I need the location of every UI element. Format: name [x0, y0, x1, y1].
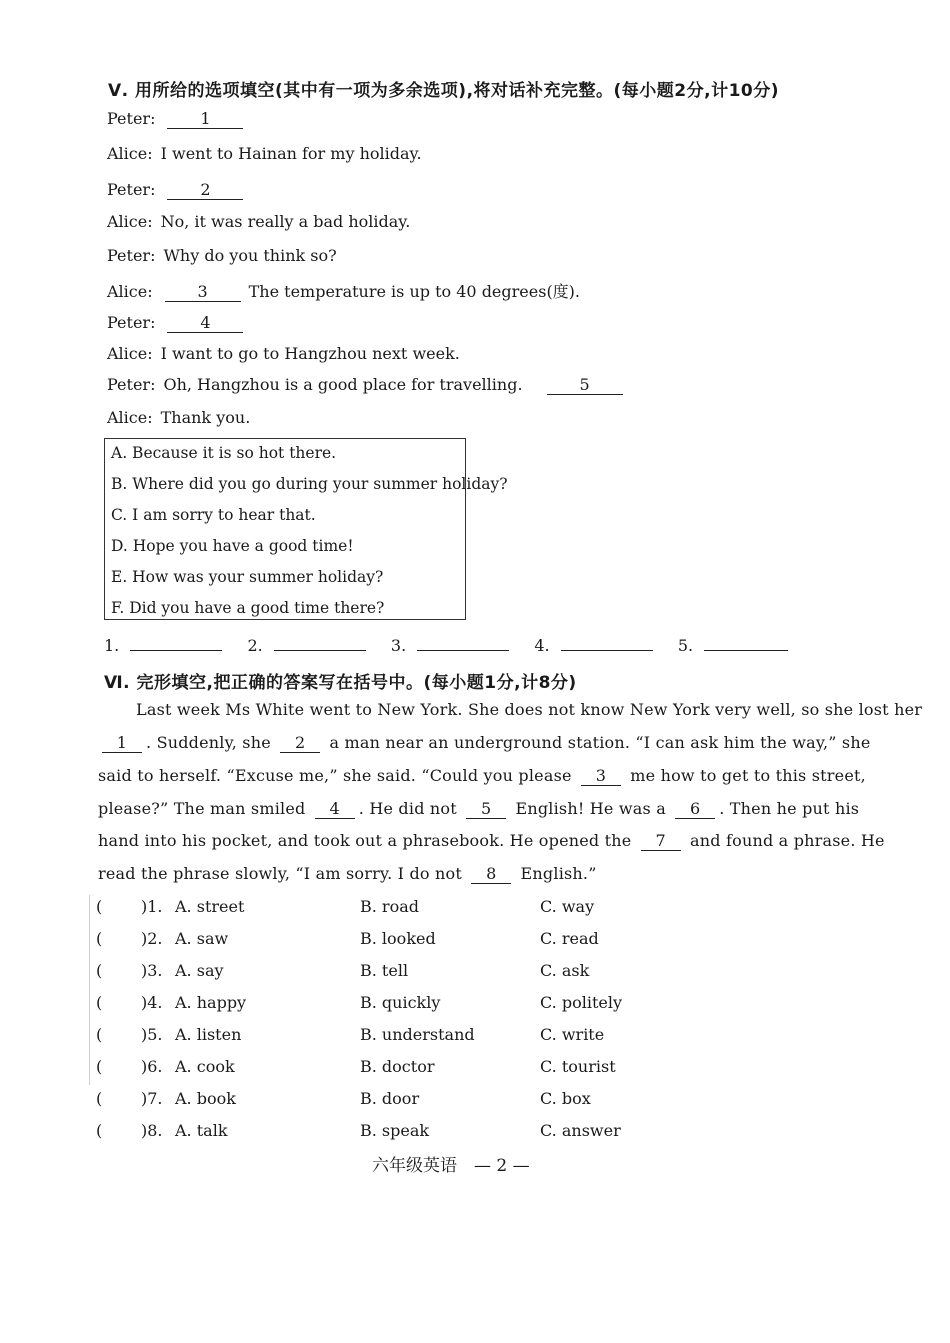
dialogue-text: I went to Hainan for my holiday.	[160, 144, 422, 163]
speaker-label: Alice:	[107, 282, 153, 301]
choice-c: C. ask	[540, 961, 590, 980]
passage-text: . Suddenly, she	[146, 733, 277, 752]
passage-text: hand into his pocket, and took out a phrasebook. He opened the	[98, 831, 637, 850]
choice-b: B. doctor	[360, 1057, 435, 1076]
dialogue-line	[107, 109, 251, 129]
choice-a: A. book	[175, 1089, 236, 1108]
choice-a: A. say	[175, 961, 224, 980]
passage-text: please?” The man smiled	[98, 799, 311, 818]
dialogue-blank-3[interactable]: 3	[165, 283, 241, 302]
question-number: )1.	[141, 897, 163, 916]
question-number: )3.	[141, 961, 163, 980]
dialogue-text: Oh, Hangzhou is a good place for travelling.	[163, 375, 523, 394]
choice-a: A. street	[175, 897, 245, 916]
dialogue-blank-2[interactable]: 2	[167, 181, 243, 200]
dialogue-line	[107, 212, 410, 231]
passage-line	[136, 700, 922, 719]
choice-b: B. quickly	[360, 993, 441, 1012]
passage-line	[98, 733, 871, 753]
choice-a: A. talk	[175, 1121, 228, 1140]
question-number: )6.	[141, 1057, 163, 1076]
dialogue-text: I want to go to Hangzhou next week.	[160, 344, 460, 363]
answer-label-3: 3.	[390, 636, 407, 655]
choice-b: B. tell	[360, 961, 409, 980]
answer-label-5: 5.	[677, 636, 694, 655]
speaker-label: Peter:	[107, 246, 156, 265]
dialogue-text: The temperature is up to 40 degrees(度).	[248, 282, 581, 301]
passage-text: . He did not	[358, 799, 463, 818]
choice-b: B. speak	[360, 1121, 430, 1140]
choice-c: C. read	[540, 929, 599, 948]
answer-line	[104, 636, 788, 655]
speaker-label: Peter:	[107, 109, 156, 128]
speaker-label: Peter:	[107, 180, 156, 199]
passage-text: English.”	[515, 864, 597, 883]
speaker-label: Peter:	[107, 375, 156, 394]
choice-b: B. understand	[360, 1025, 475, 1044]
cloze-blank-4[interactable]: 4	[315, 800, 355, 819]
speaker-label: Alice:	[107, 344, 153, 363]
dialogue-line	[107, 408, 250, 427]
answer-label-2: 2.	[247, 636, 263, 655]
answer-paren-4[interactable]: (	[96, 993, 103, 1012]
dialogue-text: Why do you think so?	[163, 246, 337, 265]
question-number: )4.	[141, 993, 163, 1012]
answer-blank-2[interactable]	[274, 650, 366, 651]
passage-text: said to herself. “Excuse me,” she said. “Could you please	[98, 766, 577, 785]
speaker-label: Alice:	[107, 212, 153, 231]
cloze-blank-7[interactable]: 7	[641, 832, 681, 851]
answer-blank-1[interactable]	[130, 650, 222, 651]
answer-label-4: 4.	[534, 636, 550, 655]
dialogue-text: No, it was really a bad holiday.	[160, 212, 411, 231]
choice-c: C. write	[540, 1025, 605, 1044]
choice-a: A. saw	[175, 929, 229, 948]
choice-c: C. answer	[540, 1121, 621, 1140]
answer-paren-1[interactable]: (	[96, 897, 103, 916]
choice-c: C. tourist	[540, 1057, 616, 1076]
dialogue-line	[107, 180, 251, 200]
speaker-label: Alice:	[107, 144, 153, 163]
cloze-blank-6[interactable]: 6	[675, 800, 715, 819]
option-a: A. Because it is so hot there.	[111, 444, 337, 462]
choice-a: A. listen	[175, 1025, 242, 1044]
option-c: C. I am sorry to hear that.	[111, 506, 316, 524]
choice-c: C. box	[540, 1089, 591, 1108]
cloze-blank-1[interactable]: 1	[102, 734, 142, 753]
dialogue-blank-4[interactable]: 4	[167, 314, 243, 333]
answer-paren-3[interactable]: (	[96, 961, 103, 980]
question-number: )5.	[141, 1025, 163, 1044]
cloze-blank-3[interactable]: 3	[581, 767, 621, 786]
question-number: )2.	[141, 929, 163, 948]
passage-text: read the phrase slowly, “I am sorry. I do not	[98, 864, 468, 883]
answer-paren-8[interactable]: (	[96, 1121, 103, 1140]
speaker-label: Alice:	[107, 408, 153, 427]
section5-title: Ⅴ. 用所给的选项填空(其中有一项为多余选项),将对话补充完整。(每小题2分,计10分)	[108, 81, 780, 101]
passage-text: . Then he put his	[719, 799, 860, 818]
passage-text: Last week Ms White went to New York. She does not know New York very well, so she lost her	[136, 700, 923, 719]
answer-paren-7[interactable]: (	[96, 1089, 103, 1108]
passage-text: me how to get to this street,	[624, 766, 866, 785]
choice-b: B. looked	[360, 929, 436, 948]
question-number: )7.	[141, 1089, 163, 1108]
answer-label-1: 1.	[104, 636, 120, 655]
choice-b: B. road	[360, 897, 419, 916]
answer-blank-3[interactable]	[417, 650, 509, 651]
answer-paren-5[interactable]: (	[96, 1025, 103, 1044]
dialogue-line	[107, 246, 337, 265]
dialogue-line	[107, 344, 460, 363]
passage-text: a man near an underground station. “I can ask him the way,” she	[324, 733, 871, 752]
passage-line	[98, 831, 885, 851]
cloze-blank-2[interactable]: 2	[280, 734, 320, 753]
option-e: E. How was your summer holiday?	[111, 568, 384, 586]
section6-title: Ⅵ. 完形填空,把正确的答案写在括号中。(每小题1分,计8分)	[104, 673, 577, 693]
option-f: F. Did you have a good time there?	[111, 599, 385, 617]
option-d: D. Hope you have a good time!	[111, 537, 354, 555]
dialogue-blank-1[interactable]: 1	[167, 110, 243, 129]
passage-text: English! He was a	[510, 799, 672, 818]
options-box	[104, 438, 508, 620]
passage-line	[98, 766, 866, 786]
question-number: )8.	[141, 1121, 163, 1140]
cloze-blank-8[interactable]: 8	[471, 865, 511, 884]
answer-blank-5[interactable]	[704, 650, 788, 651]
passage-line	[98, 864, 597, 884]
dialogue-text: Thank you.	[160, 408, 251, 427]
option-b: B. Where did you go during your summer holiday?	[111, 475, 508, 493]
passage-line	[98, 799, 859, 819]
dialogue-line	[107, 313, 251, 333]
answer-blank-4[interactable]	[561, 650, 653, 651]
cloze-blank-5[interactable]: 5	[466, 800, 506, 819]
answer-paren-2[interactable]: (	[96, 929, 103, 948]
answer-paren-6[interactable]: (	[96, 1057, 103, 1076]
dialogue-line	[107, 279, 580, 302]
choice-c: C. way	[540, 897, 595, 916]
scan-margin-line	[89, 895, 90, 1085]
dialogue-blank-5[interactable]: 5	[547, 376, 623, 395]
dialogue-line	[107, 144, 422, 163]
choice-c: C. politely	[540, 993, 623, 1012]
page-footer: 六年级英语 — 2 —	[372, 1156, 530, 1176]
dialogue-line	[107, 375, 631, 395]
choice-a: A. cook	[175, 1057, 235, 1076]
choice-b: B. door	[360, 1089, 420, 1108]
speaker-label: Peter:	[107, 313, 156, 332]
passage-text: and found a phrase. He	[684, 831, 885, 850]
choice-a: A. happy	[175, 993, 247, 1012]
